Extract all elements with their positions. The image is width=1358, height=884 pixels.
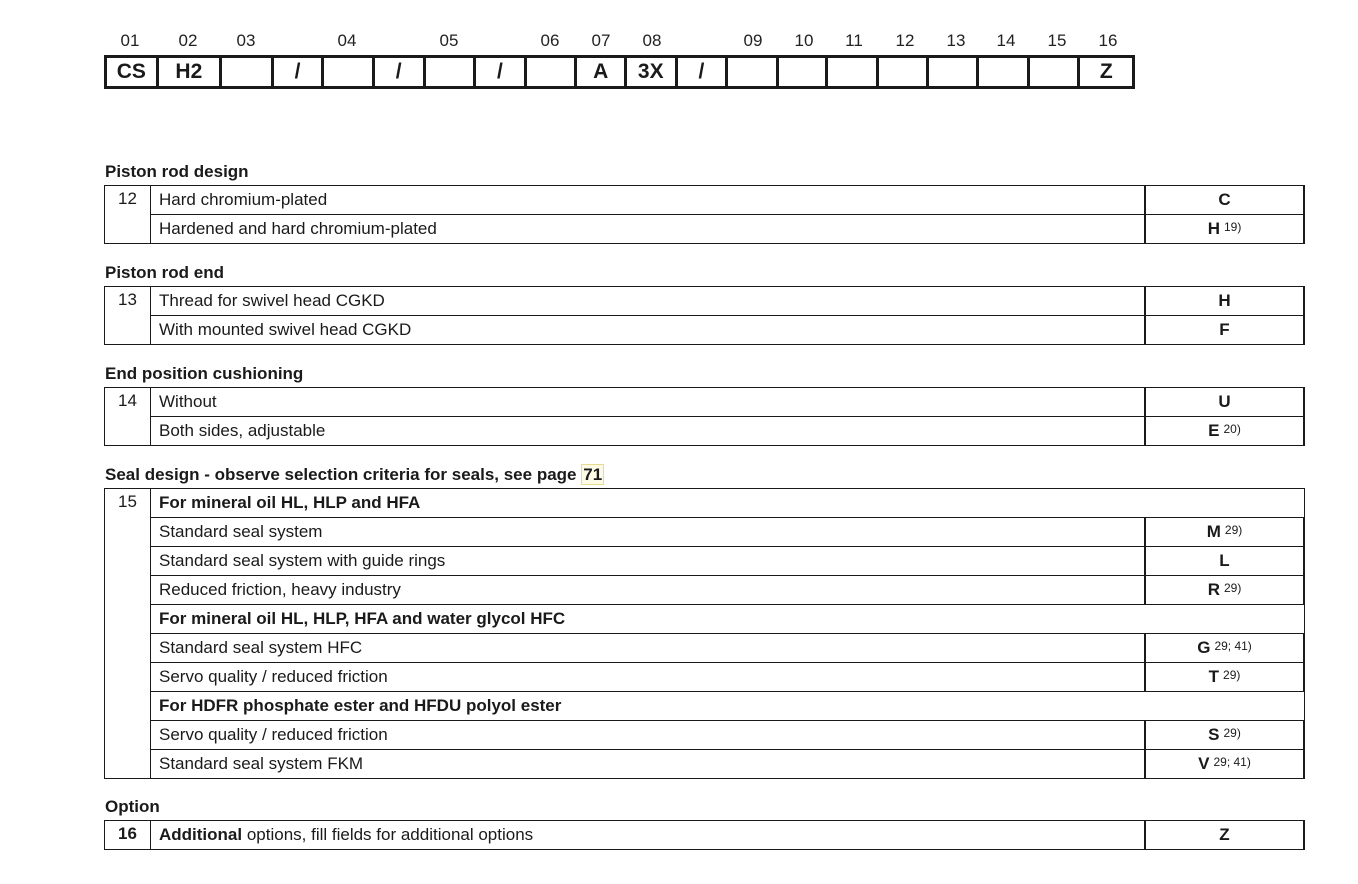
code-position-03: 03 <box>236 31 256 50</box>
option-table <box>104 286 1305 345</box>
option-table <box>104 820 1305 850</box>
option-code: C <box>1144 185 1305 215</box>
section-title-text: End position cushioning <box>105 364 304 383</box>
code-position-08: 08 <box>642 31 662 50</box>
code-cell <box>979 58 1030 86</box>
code-position-09: 09 <box>743 31 763 50</box>
option-description: Reduced friction, heavy industry <box>159 580 401 599</box>
section-title-text: Piston rod design <box>105 162 249 181</box>
option-description: Standard seal system HFC <box>159 638 363 657</box>
option-code: V $^{29; 41)}$ <box>1144 749 1305 779</box>
option-description: Standard seal system <box>159 522 323 541</box>
section-title <box>105 162 249 182</box>
option-description: Servo quality / reduced friction <box>159 725 388 744</box>
footnote-ref: 19) <box>1223 220 1242 234</box>
option-row <box>151 315 1304 344</box>
option-code: Z <box>1144 820 1305 850</box>
option-row <box>151 821 1304 849</box>
code-cell <box>828 58 879 86</box>
group-number: 15 <box>105 489 151 778</box>
footnote-ref: 29) <box>1223 726 1241 740</box>
code-position-10: 10 <box>794 31 814 50</box>
option-row <box>151 720 1304 749</box>
code-cell <box>728 58 779 86</box>
option-description: Additional options, fill fields for additional options <box>159 825 534 844</box>
code-cell: / <box>274 58 325 86</box>
option-description: Hardened and hard chromium-plated <box>159 219 437 238</box>
footnote-ref: 29) <box>1223 668 1241 682</box>
option-row <box>151 388 1304 416</box>
code-position-06: 06 <box>540 31 560 50</box>
option-description: For HDFR phosphate ester and HFDU polyol ester <box>159 696 562 715</box>
code-cell <box>426 58 477 86</box>
option-table <box>104 185 1305 244</box>
footnote-ref: 29) <box>1224 523 1243 537</box>
option-code: H <box>1144 286 1305 316</box>
option-description: Without <box>159 392 217 411</box>
option-row <box>151 749 1304 778</box>
code-cell: A <box>577 58 627 86</box>
page-reference-link[interactable]: 71 <box>583 465 603 484</box>
code-cell <box>527 58 578 86</box>
code-cell: / <box>476 58 527 86</box>
section-title <box>105 263 224 283</box>
section-title-text: Option <box>105 797 160 816</box>
code-cell: / <box>375 58 426 86</box>
code-position-07: 07 <box>591 31 611 50</box>
medium-heading-row <box>151 489 1304 517</box>
option-description: Servo quality / reduced friction <box>159 667 388 686</box>
section-title <box>105 797 160 817</box>
option-code: F <box>1144 315 1305 345</box>
group-number: 12 <box>105 186 151 243</box>
option-table <box>104 488 1305 779</box>
option-row <box>151 546 1304 575</box>
option-row <box>151 575 1304 604</box>
option-code: M $^{29)}$ <box>1144 517 1305 547</box>
footnote-ref: 29; 41) <box>1213 755 1251 769</box>
code-cell <box>879 58 929 86</box>
option-code: R $^{29)}$ <box>1144 575 1305 605</box>
code-position-16: 16 <box>1098 31 1118 50</box>
code-cell <box>779 58 829 86</box>
code-position-04: 04 <box>337 31 357 50</box>
option-table <box>104 387 1305 446</box>
option-description: For mineral oil HL, HLP and HFA <box>159 493 421 512</box>
code-position-02: 02 <box>178 31 198 50</box>
option-code: U <box>1144 387 1305 417</box>
option-code: H $^{19)}$ <box>1144 214 1305 244</box>
footnote-ref: 29) <box>1223 581 1242 595</box>
section-title-text: Seal design - observe selection criteria for seals, see page <box>105 465 577 484</box>
code-position-01: 01 <box>120 31 140 50</box>
option-description: Standard seal system FKM <box>159 754 364 773</box>
code-cell: H2 <box>159 58 223 86</box>
medium-heading-row <box>151 604 1304 633</box>
code-cell: 3X <box>627 58 678 86</box>
code-cell: CS <box>107 58 159 86</box>
section-title <box>105 364 303 384</box>
option-description: Standard seal system with guide rings <box>159 551 446 570</box>
group-number: 14 <box>105 388 151 445</box>
option-code: L <box>1144 546 1305 576</box>
code-position-14: 14 <box>996 31 1016 50</box>
option-row <box>151 517 1304 546</box>
code-cell <box>222 58 274 86</box>
option-description: Both sides, adjustable <box>159 421 326 440</box>
option-description: For mineral oil HL, HLP, HFA and water glycol HFC <box>159 609 566 628</box>
section-title <box>105 465 604 485</box>
code-cell: Z <box>1099 60 1113 83</box>
option-description: With mounted swivel head CGKD <box>159 320 412 339</box>
option-description: Hard chromium-plated <box>159 190 328 209</box>
option-description: Thread for swivel head CGKD <box>159 291 385 310</box>
option-row <box>151 416 1304 445</box>
group-number: 13 <box>105 287 151 344</box>
option-row <box>151 662 1304 691</box>
option-code: E $^{20)}$ <box>1144 416 1305 446</box>
option-code: T $^{29)}$ <box>1144 662 1305 692</box>
group-number: 16 <box>105 821 151 849</box>
ordering-code-box <box>104 55 1135 89</box>
code-position-11: 11 <box>845 31 863 50</box>
footnote-ref: 20) <box>1223 422 1241 436</box>
code-cell: / <box>678 58 729 86</box>
code-cell <box>929 58 980 86</box>
option-row <box>151 287 1304 315</box>
code-position-13: 13 <box>946 31 966 50</box>
code-position-12: 12 <box>895 31 915 50</box>
option-row <box>151 633 1304 662</box>
option-code: G $^{29; 41)}$ <box>1144 633 1305 663</box>
medium-heading-row <box>151 691 1304 720</box>
code-cell <box>324 58 375 86</box>
code-position-15: 15 <box>1047 31 1067 50</box>
footnote-ref: 29; 41) <box>1214 639 1252 653</box>
option-row <box>151 186 1304 214</box>
option-row <box>151 214 1304 243</box>
option-code: S $^{29)}$ <box>1144 720 1305 750</box>
code-position-05: 05 <box>439 31 459 50</box>
code-cell <box>1030 58 1081 86</box>
section-title-text: Piston rod end <box>105 263 224 282</box>
